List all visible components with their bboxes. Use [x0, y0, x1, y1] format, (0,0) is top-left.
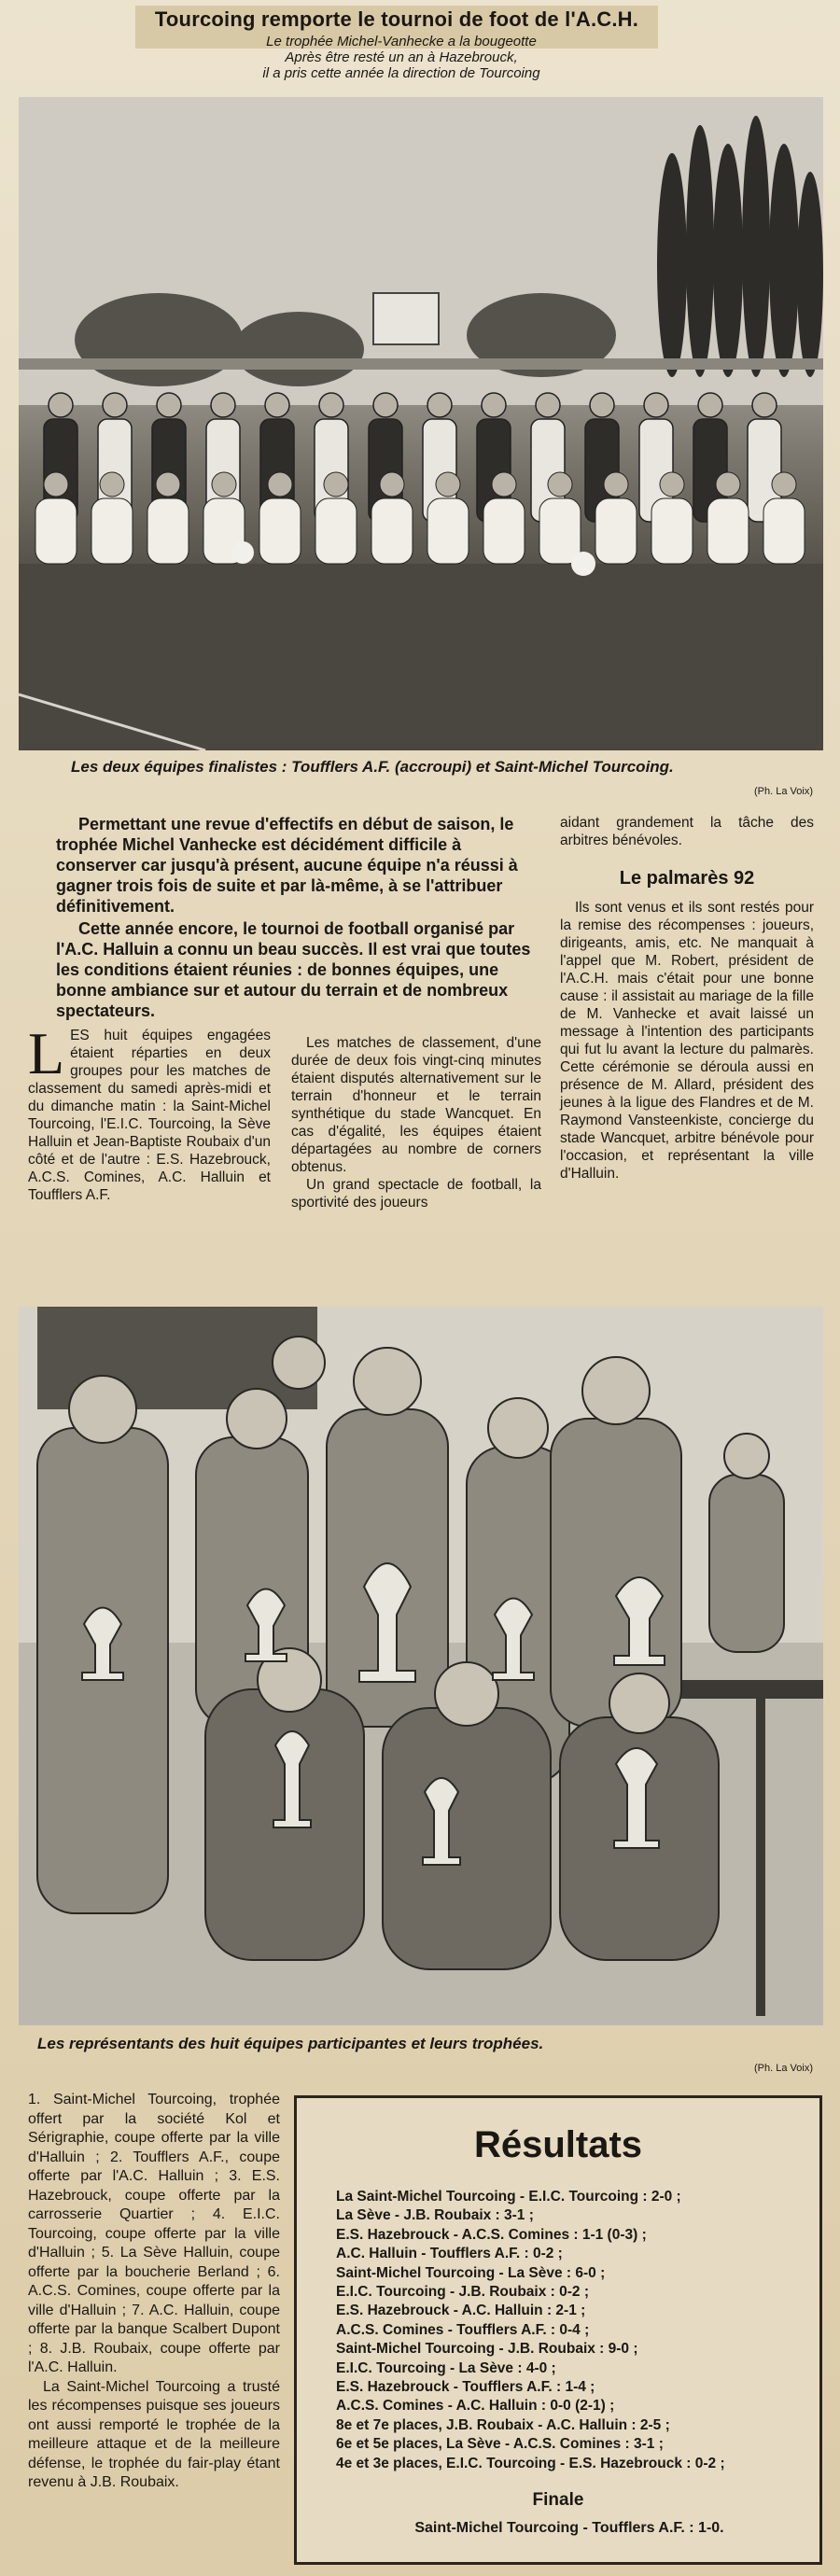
kneeling-player — [371, 498, 413, 564]
article-column-1 — [28, 1020, 271, 1204]
column-2-paragraph: Un grand spectacle de football, la sportivité des joueurs — [291, 1177, 541, 1211]
result-line: La Saint-Michel Tourcoing - E.I.C. Tourcoing : 2-0 ; — [336, 2189, 681, 2205]
results-title: Résultats — [473, 2124, 643, 2165]
photo2-caption: Les représentants des huit équipes participantes et leurs trophées. — [37, 2035, 544, 2052]
result-line: E.S. Hazebrouck - A.C. Halluin : 2-1 ; — [336, 2303, 586, 2319]
result-line: E.I.C. Tourcoing - J.B. Roubaix : 0-2 ; — [336, 2284, 589, 2301]
player-head — [436, 472, 460, 497]
results-list — [336, 2188, 803, 2473]
rankings-column — [28, 2091, 280, 2493]
player-head — [492, 472, 516, 497]
results-box — [294, 2095, 822, 2565]
kneeling-player — [539, 498, 581, 564]
column-3-intro: aidant grandement la tâche des arbitres bénévoles. — [560, 815, 814, 848]
player-head — [380, 472, 404, 497]
result-line: Saint-Michel Tourcoing - La Sève : 6-0 ; — [336, 2264, 606, 2281]
team-photo-illustration — [19, 97, 823, 750]
player-head — [157, 393, 181, 417]
player-head — [211, 393, 235, 417]
rankings-paragraph: La Saint-Michel Tourcoing a trusté les récompenses puisque ses joueurs ont aussi remporté le trophée de la meilleure attaque et de la meilleure défense, le trophée du fair-play étant revenu à J.B. Roubaix. — [28, 2378, 280, 2490]
player-head — [716, 472, 740, 497]
column-2-paragraph: Les matches de classement, d'une durée de deux fois vingt-cinq minutes étaient disputés alternativement sur le terrain d'honneur et le terrain synthétique du stade Wancquet. En cas d'égalité, les équipes étaient départagées au nombre de corners obtenus. — [291, 1035, 541, 1175]
lead-paragraph: Cette année encore, le tournoi de football organisé par l'A.C. Halluin a connu un beau succès. Il est vrai que toutes les conditions étaient réunies : de bonnes équipes, une bonne ambiance sur et autour du terrain et de nombreux spectateurs. — [56, 919, 531, 1020]
photo1-credit: (Ph. La Voix) — [754, 786, 813, 797]
trophies-photo-illustration — [19, 1307, 823, 2025]
rankings-paragraph: 1. Saint-Michel Tourcoing, trophée offert par la société Kol et Sérigraphie, coupe offerte par la ville d'Halluin ; 2. Toufflers A.F., coupe offerte par l'A.C. Halluin ; 3. E.S. Hazebrouck, coupe offerte par la carrosserie Quartier ; 4. E.I.C. Tourcoing, coupe offerte par la ville d'Halluin ; 5. La Sève Halluin, coupe offerte par la boucherie Berland ; 6. A.C.S. Comines, coupe offerte par la ville d'Halluin ; 7. A.C. Halluin, coupe offerte par la banque Scalbert Dupont ; 8. J.B. Roubaix, coupe offerte par l'A.C. Halluin. — [28, 2092, 280, 2375]
player-head — [482, 393, 506, 417]
kneeling-player — [651, 498, 693, 564]
subheadline-line: Le trophée Michel-Vanhecke a la bougeotte — [266, 34, 537, 49]
article-column-2 — [291, 1034, 541, 1211]
player-head — [752, 393, 777, 417]
column-1-text: ES huit équipes engagées étaient réparties en deux groupes pour les matches de classement du samedi après-midi et du dimanche matin : la Saint-Michel Tourcoing, l'E.I.C. Tourcoing, la Sève Halluin et Jean-Baptiste Roubaix d'un côté et de l'autre : E.S. Hazebrouck, A.C.S. Comines, A.C. Halluin et Toufflers A.F. — [28, 1028, 271, 1203]
player-head — [548, 472, 572, 497]
kneeling-player — [91, 498, 133, 564]
player-head — [604, 472, 628, 497]
kneeling-player — [315, 498, 357, 564]
player-head — [49, 393, 73, 417]
kneeling-player — [707, 498, 749, 564]
result-line: E.S. Hazebrouck - Toufflers A.F. : 1-4 ; — [336, 2379, 595, 2396]
photo1-caption: Les deux équipes finalistes : Toufflers A.F. (accroupi) et Saint-Michel Tourcoing. — [71, 758, 674, 776]
subheadline — [159, 34, 644, 81]
result-line: Saint-Michel Tourcoing - J.B. Roubaix : 9-0 ; — [336, 2341, 638, 2358]
player-head — [100, 472, 124, 497]
result-line: 4e et 3e places, E.I.C. Tourcoing - E.S. Hazebrouck : 0-2 ; — [336, 2455, 725, 2471]
player-head — [427, 393, 452, 417]
player-head — [772, 472, 796, 497]
result-line: 6e et 5e places, La Sève - A.C.S. Comines : 3-1 ; — [336, 2436, 664, 2453]
kneeling-player — [147, 498, 189, 564]
photo2-credit: (Ph. La Voix) — [754, 2063, 813, 2074]
result-line: La Sève - J.B. Roubaix : 3-1 ; — [336, 2207, 534, 2224]
page-title: Tourcoing remporte le tournoi de foot de l'A.C.H. — [154, 7, 639, 31]
player-head — [265, 393, 289, 417]
finale-result: Saint-Michel Tourcoing - Toufflers A.F. : 1-0. — [414, 2520, 724, 2536]
player-head — [660, 472, 684, 497]
column-3-text: Ils sont venus et ils sont restés pour la remise des récompenses : joueurs, dirigeants, amis, etc. Ne manquait à l'appel que M. Robert, président de l'A.C.H. mais c'était pour une bonne cause : il assistait au mariage de la fille de M. Vanhecke et avait laissé un message à l'intention des participants qui fut lu avant la lecture du palmarès. Cette cérémonie se déroula aussi en présence de M. Allard, président des jeunes à la ligue des Flandres et de M. Raymond Vansteenkiste, concierge du stade Wancquet, arbitre bénévole pour l'occasion, et représentant la ville d'Halluin. — [560, 900, 814, 1182]
finale-heading: Finale — [532, 2490, 584, 2510]
kneeling-player — [483, 498, 525, 564]
result-line: A.C.S. Comines - A.C. Halluin : 0-0 (2-1) ; — [336, 2398, 615, 2415]
result-line: 8e et 7e places, J.B. Roubaix - A.C. Halluin : 2-5 ; — [336, 2416, 670, 2433]
result-line: A.C. Halluin - Toufflers A.F. : 0-2 ; — [336, 2246, 563, 2262]
player-head — [319, 393, 343, 417]
player-head — [103, 393, 127, 417]
kneeling-player — [427, 498, 469, 564]
subheadline-line: il a pris cette année la direction de Tourcoing — [262, 65, 540, 81]
kneeling-player — [763, 498, 805, 564]
lead-text — [56, 814, 541, 1023]
dropcap: L — [28, 1020, 65, 1086]
kneeling-player — [35, 498, 77, 564]
player-head — [644, 393, 668, 417]
result-line: E.S. Hazebrouck - A.C.S. Comines : 1-1 (0-3) ; — [336, 2226, 647, 2243]
kneeling-player — [595, 498, 637, 564]
player-head — [212, 472, 236, 497]
kneeling-player — [259, 498, 301, 564]
team-photo — [19, 97, 823, 750]
player-head — [698, 393, 722, 417]
player-head — [590, 393, 614, 417]
subheadline-line: Après être resté un an à Hazebrouck, — [285, 49, 518, 65]
result-line: E.I.C. Tourcoing - La Sève : 4-0 ; — [336, 2359, 556, 2376]
trophies-photo — [19, 1307, 823, 2025]
result-line: A.C.S. Comines - Toufflers A.F. : 0-4 ; — [336, 2321, 590, 2338]
player-head — [536, 393, 560, 417]
player-head — [324, 472, 348, 497]
player-head — [268, 472, 292, 497]
article-column-3 — [560, 814, 814, 1183]
palmares-heading: Le palmarès 92 — [619, 868, 755, 889]
lead-paragraph: Permettant une revue d'effectifs en début de saison, le trophée Michel Vanhecke est décidément difficile à conserver car jusqu'à présent, aucune équipe n'a réussi à gagner trois fois de suite et par là-même, à se l'attribuer définitivement. — [56, 815, 518, 916]
player-head — [44, 472, 68, 497]
player-head — [156, 472, 180, 497]
player-head — [373, 393, 398, 417]
